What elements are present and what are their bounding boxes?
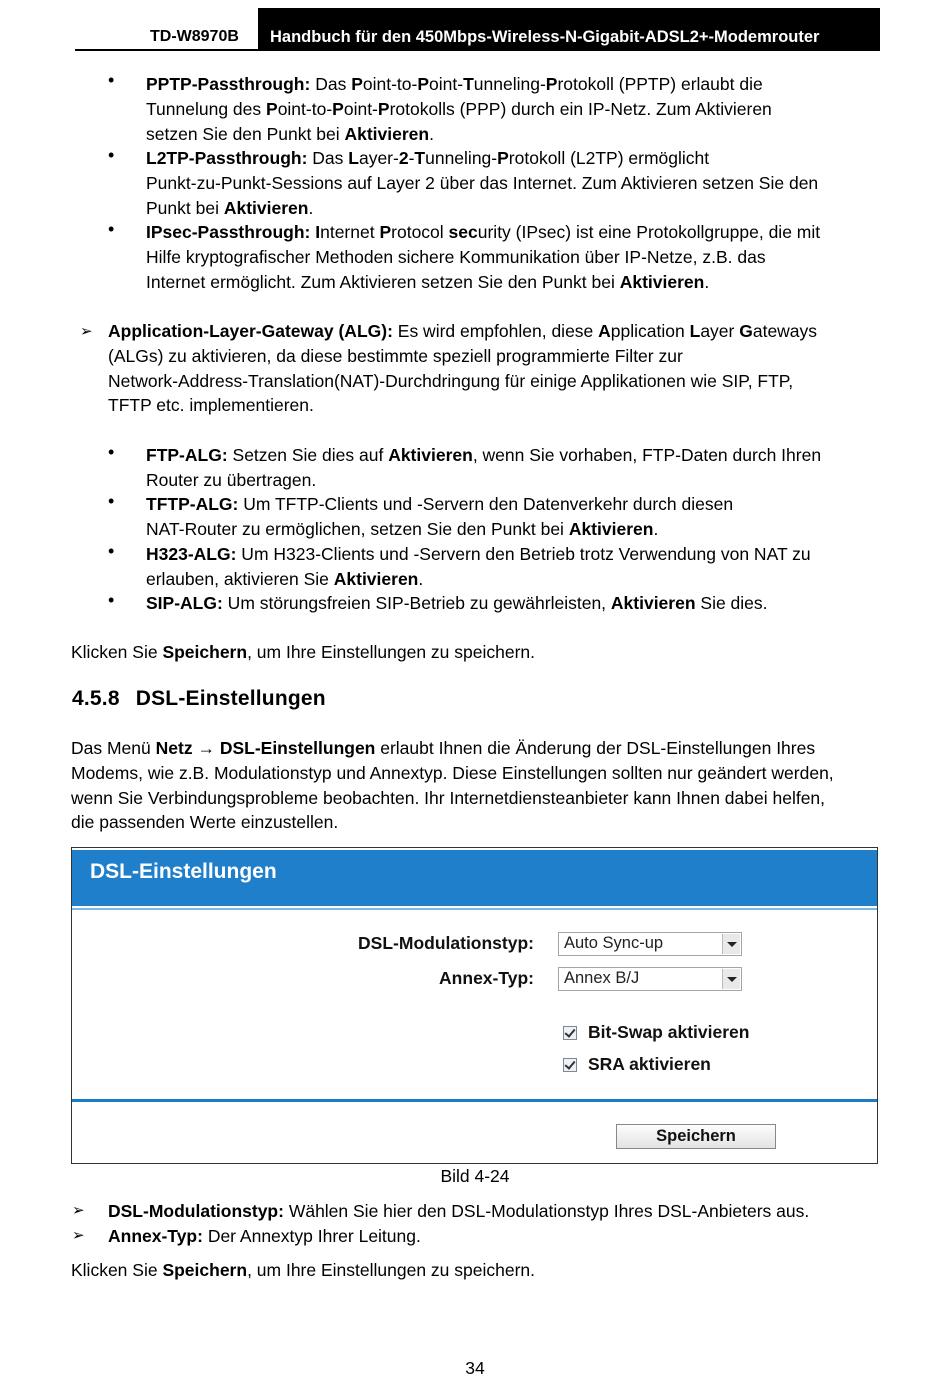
modulation-type-select[interactable] (558, 932, 742, 956)
divider (72, 1099, 877, 1102)
modulation-type-label: DSL-Modulationstyp: (358, 933, 534, 953)
bullet-dot: • (108, 491, 115, 511)
bullet-dot: • (108, 442, 115, 462)
def-modulation-type: DSL-Modulationstyp: Wählen Sie hier den DSL-Modulationstyp Ihres DSL-Anbieters aus. (108, 1201, 810, 1221)
panel-header (72, 850, 877, 906)
intro-paragraph: Das Menü Netz → DSL-Einstellungen erlaubt Ihnen die Änderung der DSL-Einstellungen Ihres Modems, wie z.B. Modulationstyp und Annextyp. Diese Einstellungen sollten nur geändert werden, wenn Sie Verbindungsprobleme beobachten. Ihr Internetdiensteanbieter kann Ihnen dabei helfen, die passenden Werte einzustellen. (71, 738, 834, 833)
modulation-type-value: Auto Sync-up (564, 934, 664, 952)
arrow-bullet-icon: ➢ (72, 1202, 85, 1219)
list-item-pptp: PPTP-Passthrough: Das Point-to-Point-Tunneling-Protokoll (PPTP) erlaubt die Tunnelung des Point-to-Point-Protokolls (PPP) durch ein IP-Netz. Zum Aktivieren setzen Sie den Punkt bei Aktivieren. (146, 74, 772, 144)
save-instruction: Klicken Sie Speichern, um Ihre Einstellungen zu speichern. (71, 642, 536, 662)
list-item-tftp-alg: TFTP-ALG: Um TFTP-Clients und -Servern den Datenverkehr durch diesen NAT-Router zu ermöglichen, setzen Sie den Punkt bei Aktivieren. (146, 494, 734, 539)
chevron-down-icon[interactable] (722, 969, 740, 989)
header-rule (75, 49, 880, 51)
bullet-dot: • (108, 590, 115, 610)
bullet-dot: • (108, 145, 115, 165)
bullet-dot: • (108, 70, 115, 90)
list-item-ftp-alg: FTP-ALG: Setzen Sie dies auf Aktivieren, wenn Sie vorhaben, FTP-Daten durch Ihren Router zu übertragen. (146, 445, 822, 490)
list-item-h323-alg: H323-ALG: Um H323-Clients und -Servern den Betrieb trotz Verwendung von NAT zu erlauben, aktivieren Sie Aktivieren. (146, 544, 811, 589)
arrow-bullet-icon: ➢ (80, 323, 93, 340)
sra-label: SRA aktivieren (588, 1054, 711, 1074)
def-annex-type: Annex-Typ: Der Annextyp Ihrer Leitung. (108, 1226, 421, 1246)
divider (72, 908, 877, 910)
section-heading: 4.5.8 DSL-Einstellungen (72, 687, 326, 710)
bit-swap-checkbox[interactable] (563, 1026, 577, 1040)
bit-swap-label: Bit-Swap aktivieren (588, 1022, 750, 1042)
list-item-l2tp: L2TP-Passthrough: Das Layer-2-Tunneling-Protokoll (L2TP) ermöglicht Punkt-zu-Punkt-Sessions auf Layer 2 über das Internet. Zum Aktivieren setzen Sie den Punkt bei Aktivieren. (146, 148, 819, 218)
header-model: TD-W8970B (150, 28, 239, 45)
annex-type-value: Annex B/J (564, 969, 640, 987)
panel-title: DSL-Einstellungen (90, 860, 277, 883)
dsl-settings-figure (71, 847, 878, 1164)
arrow-bullet-icon: ➢ (72, 1227, 85, 1244)
bullet-dot: • (108, 219, 115, 239)
page-number: 34 (465, 1358, 485, 1378)
chevron-down-icon[interactable] (722, 934, 740, 954)
bullet-dot: • (108, 541, 115, 561)
list-item-alg: Application-Layer-Gateway (ALG): Es wird empfohlen, diese Application Layer Gateways (ALGs) zu aktivieren, da diese bestimmte speziell programmierte Filter zur Network-Address-Translation(NAT)-Durchdringung für einige Applikationen wie SIP, FTP, TFTP etc. implementieren. (108, 321, 818, 416)
save-button[interactable]: Speichern (616, 1124, 776, 1149)
list-item-ipsec: IPsec-Passthrough: Internet Protocol security (IPsec) ist eine Protokollgruppe, die mit Hilfe kryptografischer Methoden sichere Kommunikation über IP-Netze, z.B. das Internet ermöglicht. Zum Aktivieren setzen Sie den Punkt bei Aktivieren. (146, 222, 821, 292)
figure-caption: Bild 4-24 (440, 1166, 510, 1186)
sra-checkbox[interactable] (563, 1058, 577, 1072)
save-instruction: Klicken Sie Speichern, um Ihre Einstellungen zu speichern. (71, 1260, 536, 1280)
annex-type-label: Annex-Typ: (439, 968, 534, 988)
annex-type-select[interactable] (558, 967, 742, 991)
list-item-sip-alg: SIP-ALG: Um störungsfreien SIP-Betrieb zu gewährleisten, Aktivieren Sie dies. (146, 593, 768, 613)
header-title: Handbuch für den 450Mbps-Wireless-N-Gigabit-ADSL2+-Modemrouter (270, 28, 820, 46)
